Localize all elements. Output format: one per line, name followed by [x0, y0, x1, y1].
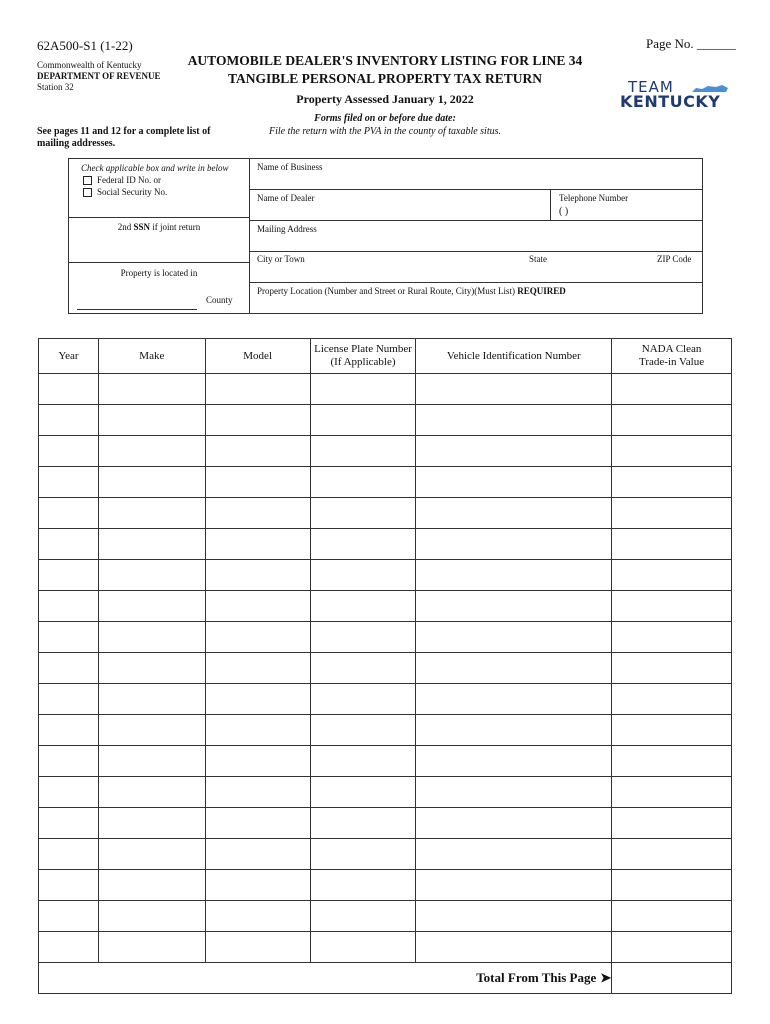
taxpayer-info-box	[68, 158, 703, 314]
nada-value-cell[interactable]	[612, 808, 732, 839]
license-plate-cell[interactable]	[310, 591, 416, 622]
make-cell[interactable]	[98, 684, 205, 715]
model-cell[interactable]	[205, 622, 310, 653]
check-instruction: Check applicable box and write in below	[81, 163, 229, 173]
page-number: Page No. ______	[646, 36, 736, 51]
model-cell[interactable]	[205, 498, 310, 529]
make-cell[interactable]	[98, 622, 205, 653]
table-row	[39, 746, 732, 777]
make-cell[interactable]	[98, 715, 205, 746]
table-row	[39, 467, 732, 498]
model-cell[interactable]	[205, 436, 310, 467]
year-cell[interactable]	[39, 498, 99, 529]
model-cell[interactable]	[205, 901, 310, 932]
year-cell[interactable]	[39, 808, 99, 839]
model-cell[interactable]	[205, 932, 310, 963]
ssn-checkbox[interactable]	[83, 188, 92, 197]
nada-value-cell[interactable]	[612, 901, 732, 932]
city-label: City or Town	[257, 254, 305, 264]
year-cell[interactable]	[39, 839, 99, 870]
form-title-line2: TANGIBLE PERSONAL PROPERTY TAX RETURN	[227, 71, 543, 86]
license-plate-cell[interactable]	[310, 498, 416, 529]
make-cell[interactable]	[98, 529, 205, 560]
table-row	[39, 839, 732, 870]
col-make: Make	[98, 339, 205, 374]
make-cell[interactable]	[98, 591, 205, 622]
file-return-note: File the return with the PVA in the county of taxable situs.	[269, 126, 501, 137]
table-row	[39, 901, 732, 932]
total-label: Total From This Page	[476, 970, 597, 985]
vin-cell[interactable]	[416, 870, 612, 901]
nada-value-cell[interactable]	[612, 498, 732, 529]
make-cell[interactable]	[98, 870, 205, 901]
year-cell[interactable]	[39, 653, 99, 684]
total-row	[39, 963, 732, 994]
model-cell[interactable]	[205, 839, 310, 870]
ssn-label: Social Security No.	[97, 187, 168, 197]
total-label-cell	[39, 963, 612, 994]
vin-cell[interactable]	[416, 715, 612, 746]
assessment-date: Property Assessed January 1, 2022	[296, 92, 474, 106]
year-cell[interactable]	[39, 436, 99, 467]
make-cell[interactable]	[98, 901, 205, 932]
col-vin: Vehicle Identification Number	[416, 339, 612, 374]
make-cell[interactable]	[98, 498, 205, 529]
year-cell[interactable]	[39, 901, 99, 932]
required-label: REQUIRED	[517, 286, 566, 296]
year-cell[interactable]	[39, 746, 99, 777]
table-row	[39, 560, 732, 591]
vin-cell[interactable]	[416, 932, 612, 963]
federal-id-label: Federal ID No. or	[97, 175, 161, 185]
vin-cell[interactable]	[416, 591, 612, 622]
license-plate-cell[interactable]	[310, 653, 416, 684]
license-plate-cell[interactable]	[310, 777, 416, 808]
county-cell[interactable]	[69, 263, 249, 313]
make-cell[interactable]	[98, 839, 205, 870]
year-cell[interactable]	[39, 374, 99, 405]
state-label: State	[529, 254, 547, 264]
second-ssn-label	[69, 222, 249, 232]
table-row	[39, 715, 732, 746]
inventory-table	[38, 338, 732, 994]
table-row	[39, 436, 732, 467]
form-id: 62A500-S1 (1-22)	[37, 38, 133, 53]
telephone-field[interactable]	[550, 190, 703, 220]
table-row	[39, 405, 732, 436]
col-model: Model	[205, 339, 310, 374]
license-plate-cell[interactable]	[310, 808, 416, 839]
total-value-input[interactable]	[612, 963, 732, 994]
table-row	[39, 498, 732, 529]
model-cell[interactable]	[205, 591, 310, 622]
telephone-label: Telephone Number	[559, 193, 629, 203]
vin-cell[interactable]	[416, 653, 612, 684]
filed-note: Forms filed on or before due date:	[314, 113, 456, 124]
county-input[interactable]	[77, 299, 197, 310]
second-ssn-cell[interactable]	[69, 218, 249, 263]
vin-cell[interactable]	[416, 777, 612, 808]
make-cell[interactable]	[98, 374, 205, 405]
table-row	[39, 932, 732, 963]
property-location-text: Property Location (Number and Street or Rural Route, City)(Must List)	[257, 286, 515, 296]
city-state-zip-row[interactable]	[250, 252, 702, 283]
station-label: Station 32	[37, 82, 74, 92]
make-cell[interactable]	[98, 436, 205, 467]
vin-cell[interactable]	[416, 684, 612, 715]
property-located-label: Property is located in	[120, 268, 198, 278]
nada-value-cell[interactable]	[612, 436, 732, 467]
nada-value-cell[interactable]	[612, 467, 732, 498]
nada-value-cell[interactable]	[612, 374, 732, 405]
vin-cell[interactable]	[416, 560, 612, 591]
year-cell[interactable]	[39, 932, 99, 963]
model-cell[interactable]	[205, 529, 310, 560]
property-location-field[interactable]	[250, 283, 702, 313]
make-cell[interactable]	[98, 932, 205, 963]
nada-value-cell[interactable]	[612, 777, 732, 808]
model-cell[interactable]	[205, 746, 310, 777]
mailing-address-field[interactable]	[250, 221, 702, 252]
table-row	[39, 529, 732, 560]
license-plate-cell[interactable]	[310, 839, 416, 870]
nada-value-cell[interactable]	[612, 839, 732, 870]
vin-cell[interactable]	[416, 746, 612, 777]
nada-value-cell[interactable]	[612, 746, 732, 777]
vin-cell[interactable]	[416, 405, 612, 436]
id-cell[interactable]	[69, 159, 249, 218]
second-ssn-suffix: if joint return	[152, 222, 201, 232]
license-plate-cell[interactable]	[310, 622, 416, 653]
nada-value-cell[interactable]	[612, 715, 732, 746]
table-row	[39, 622, 732, 653]
federal-id-option[interactable]	[83, 175, 161, 185]
year-cell[interactable]	[39, 715, 99, 746]
commonwealth-label: Commonwealth of Kentucky	[37, 60, 142, 70]
year-cell[interactable]	[39, 684, 99, 715]
team-kentucky-logo	[616, 78, 736, 120]
table-row	[39, 591, 732, 622]
model-cell[interactable]	[205, 870, 310, 901]
table-row	[39, 777, 732, 808]
ssn-option[interactable]	[83, 187, 167, 197]
zip-label: ZIP Code	[657, 254, 692, 264]
mailing-address-label: Mailing Address	[257, 224, 317, 234]
make-cell[interactable]	[98, 746, 205, 777]
make-cell[interactable]	[98, 467, 205, 498]
table-header	[39, 339, 732, 374]
model-cell[interactable]	[205, 560, 310, 591]
vin-cell[interactable]	[416, 839, 612, 870]
business-name-label: Name of Business	[257, 162, 323, 172]
see-pages-note: See pages 11 and 12 for a complete list of mailing addresses.	[37, 126, 211, 149]
vin-cell[interactable]	[416, 436, 612, 467]
make-cell[interactable]	[98, 808, 205, 839]
telephone-area-code: ( )	[559, 206, 569, 217]
model-cell[interactable]	[205, 653, 310, 684]
federal-id-checkbox[interactable]	[83, 176, 92, 185]
license-plate-cell[interactable]	[310, 715, 416, 746]
license-plate-cell[interactable]	[310, 746, 416, 777]
id-column	[69, 159, 250, 313]
model-cell[interactable]	[205, 467, 310, 498]
year-cell[interactable]	[39, 467, 99, 498]
col-nada-value: NADA Clean Trade-in Value	[612, 339, 732, 374]
license-plate-cell[interactable]	[310, 529, 416, 560]
nada-value-cell[interactable]	[612, 622, 732, 653]
model-cell[interactable]	[205, 715, 310, 746]
dealer-name-row	[250, 190, 702, 221]
vin-cell[interactable]	[416, 467, 612, 498]
nada-value-cell[interactable]	[612, 529, 732, 560]
license-plate-cell[interactable]	[310, 436, 416, 467]
nada-value-cell[interactable]	[612, 560, 732, 591]
property-location-label	[257, 286, 566, 296]
county-label: County	[206, 295, 233, 305]
second-ssn-prefix: 2nd	[117, 222, 132, 232]
license-plate-cell[interactable]	[310, 870, 416, 901]
model-cell[interactable]	[205, 374, 310, 405]
table-row	[39, 684, 732, 715]
col-year: Year	[39, 339, 99, 374]
year-cell[interactable]	[39, 777, 99, 808]
year-cell[interactable]	[39, 405, 99, 436]
business-name-field[interactable]	[250, 159, 702, 190]
license-plate-cell[interactable]	[310, 932, 416, 963]
arrow-right-icon: ➤	[600, 970, 612, 985]
make-cell[interactable]	[98, 560, 205, 591]
vin-cell[interactable]	[416, 901, 612, 932]
col-license-plate: License Plate Number (If Applicable)	[310, 339, 416, 374]
model-cell[interactable]	[205, 808, 310, 839]
dealer-name-label: Name of Dealer	[257, 193, 315, 203]
form-title-line1: AUTOMOBILE DEALER'S INVENTORY LISTING FOR LINE 34	[187, 53, 583, 68]
table-row	[39, 870, 732, 901]
nada-value-cell[interactable]	[612, 932, 732, 963]
license-plate-cell[interactable]	[310, 374, 416, 405]
year-cell[interactable]	[39, 870, 99, 901]
vin-cell[interactable]	[416, 529, 612, 560]
vin-cell[interactable]	[416, 808, 612, 839]
license-plate-cell[interactable]	[310, 684, 416, 715]
make-cell[interactable]	[98, 777, 205, 808]
model-cell[interactable]	[205, 684, 310, 715]
year-cell[interactable]	[39, 529, 99, 560]
nada-value-cell[interactable]	[612, 870, 732, 901]
department-label: DEPARTMENT OF REVENUE	[37, 71, 161, 81]
second-ssn-bold: SSN	[133, 222, 150, 232]
license-plate-cell[interactable]	[310, 467, 416, 498]
table-row	[39, 653, 732, 684]
logo-team-text: TEAM	[628, 78, 674, 96]
model-cell[interactable]	[205, 777, 310, 808]
license-plate-cell[interactable]	[310, 405, 416, 436]
license-plate-cell[interactable]	[310, 560, 416, 591]
make-cell[interactable]	[98, 405, 205, 436]
logo-kentucky-text: KENTUCKY	[620, 92, 721, 111]
nada-value-cell[interactable]	[612, 653, 732, 684]
year-cell[interactable]	[39, 622, 99, 653]
license-plate-cell[interactable]	[310, 901, 416, 932]
nada-value-cell[interactable]	[612, 684, 732, 715]
model-cell[interactable]	[205, 405, 310, 436]
vin-cell[interactable]	[416, 622, 612, 653]
make-cell[interactable]	[98, 653, 205, 684]
nada-value-cell[interactable]	[612, 405, 732, 436]
nada-value-cell[interactable]	[612, 591, 732, 622]
table-row	[39, 808, 732, 839]
year-cell[interactable]	[39, 560, 99, 591]
vin-cell[interactable]	[416, 498, 612, 529]
year-cell[interactable]	[39, 591, 99, 622]
table-row	[39, 374, 732, 405]
vin-cell[interactable]	[416, 374, 612, 405]
